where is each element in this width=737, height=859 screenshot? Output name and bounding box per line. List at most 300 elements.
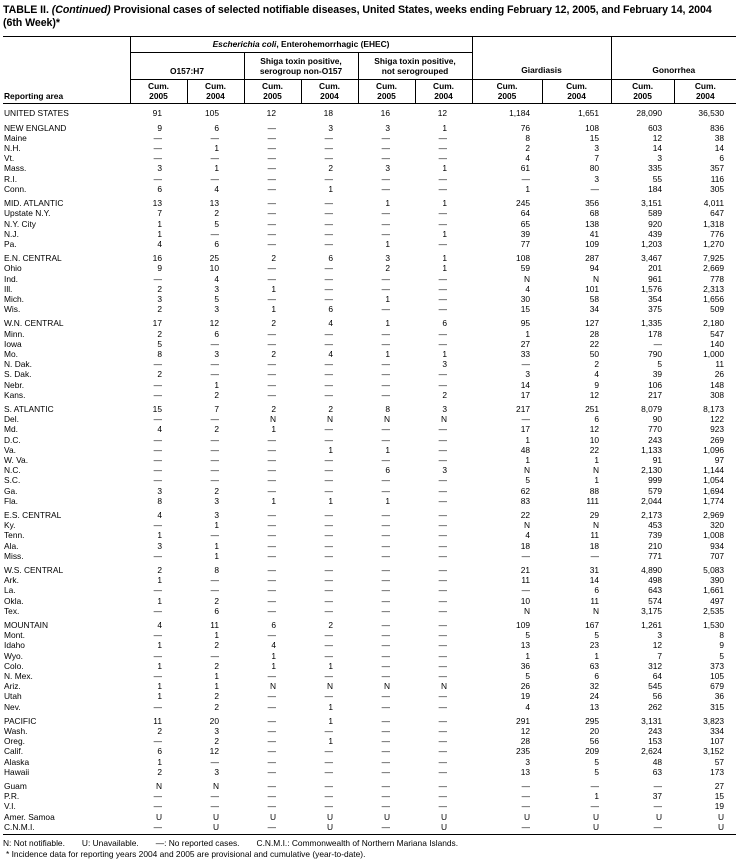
value-cell: 1 [214, 520, 219, 531]
value-cell: 6 [157, 183, 162, 194]
value-cell: 5 [214, 293, 219, 304]
value-cell: 4 [271, 640, 276, 651]
value-cell: — [153, 132, 162, 143]
value-cell: 8 [719, 630, 725, 641]
reporting-area-cell: P.R. [4, 791, 20, 802]
value-cell: 2 [271, 318, 276, 329]
value-cell: 97 [714, 454, 725, 465]
value-cell: — [381, 791, 390, 802]
value-cell: 184 [648, 183, 663, 194]
value-cell: — [153, 801, 162, 812]
value-cell: 4 [214, 183, 219, 194]
value-cell: — [267, 756, 276, 767]
value-cell: U [301, 822, 358, 835]
value-cell: — [210, 338, 219, 349]
value-cell: — [381, 434, 390, 445]
value-cell: — [153, 671, 162, 682]
value-cell: 7 [214, 403, 219, 414]
value-cell: 1 [271, 424, 276, 435]
value-cell: 90 [652, 414, 663, 425]
value-cell: 6 [328, 304, 333, 315]
value-cell: — [324, 691, 333, 702]
value-cell: 3 [214, 495, 219, 506]
value-cell: 1,661 [703, 585, 725, 596]
value-cell: 95 [520, 318, 531, 329]
table-row [3, 702, 736, 712]
value-cell: — [324, 595, 333, 606]
value-cell: 12 [652, 640, 663, 651]
value-cell: 2,624 [641, 746, 663, 757]
value-cell: — [438, 550, 448, 561]
value-cell: — [438, 369, 448, 380]
value-cell: 3 [442, 359, 448, 370]
value-cell: 3,467 [641, 253, 663, 264]
value-cell: — [267, 791, 276, 802]
value-cell: — [438, 595, 448, 606]
value-cell: 9 [719, 640, 725, 651]
value-cell: 6 [594, 585, 600, 596]
value-cell: 4 [157, 509, 162, 520]
value-cell: — [210, 801, 219, 812]
value-cell: — [438, 434, 448, 445]
value-cell: 4 [157, 620, 162, 631]
cum-2005-header: Cum. 2005 [130, 80, 187, 104]
value-cell: — [153, 520, 162, 531]
value-cell: 209 [585, 746, 600, 757]
value-cell: 1 [385, 495, 390, 506]
value-cell: U [674, 822, 736, 835]
value-cell: 243 [648, 726, 663, 737]
value-cell: — [438, 691, 448, 702]
value-cell: — [381, 575, 390, 586]
value-cell: 27 [714, 781, 725, 792]
value-cell: — [324, 565, 333, 575]
value-cell: — [590, 550, 600, 561]
value-cell: — [438, 509, 448, 520]
value-cell: — [210, 475, 219, 486]
value-cell: 33 [520, 348, 531, 359]
reporting-area-cell: Alaska [4, 756, 30, 767]
value-cell: — [267, 671, 276, 682]
value-cell: 20 [589, 726, 600, 737]
value-cell: — [438, 715, 448, 726]
value-cell: 50 [589, 348, 600, 359]
reporting-area-cell: MOUNTAIN [4, 620, 49, 631]
value-cell: 739 [648, 530, 663, 541]
table-row [3, 736, 736, 746]
value-cell: 1,133 [641, 444, 663, 455]
reporting-area-cell: La. [4, 585, 16, 596]
value-cell: 2 [214, 389, 219, 400]
value-cell: 107 [710, 736, 725, 747]
reporting-area-cell: Tex. [4, 605, 20, 616]
value-cell: — [438, 781, 448, 792]
cum-2004-header: Cum. 2004 [187, 80, 244, 104]
value-cell: — [438, 208, 448, 219]
value-cell: 6 [594, 671, 600, 682]
gonorrhea-header: Gonorrhea [611, 37, 736, 80]
value-cell: 1 [525, 183, 531, 194]
cum-2005-header: Cum. 2005 [244, 80, 301, 104]
value-cell: — [324, 434, 333, 445]
reporting-area-cell: W.S. CENTRAL [4, 565, 64, 575]
value-cell: — [381, 509, 390, 520]
value-cell: — [438, 379, 448, 390]
table-row [3, 208, 736, 218]
value-cell: — [324, 746, 333, 757]
value-cell: 1 [214, 681, 219, 692]
value-cell: — [438, 454, 448, 465]
value-cell: — [324, 153, 333, 164]
value-cell: — [381, 454, 390, 465]
cum-2005-header: Cum. 2005 [472, 80, 542, 104]
table-row [3, 445, 736, 455]
value-cell: — [324, 640, 333, 651]
value-cell: 62 [520, 485, 531, 496]
reporting-area-cell: Oreg. [4, 736, 25, 747]
reporting-area-cell: Vt. [4, 153, 15, 164]
reporting-area-cell: Minn. [4, 328, 25, 339]
value-cell: 63 [589, 660, 600, 671]
ehec-italic-label: Escherichia coli [212, 39, 277, 50]
value-cell: 55 [652, 173, 663, 184]
value-cell: 3 [214, 766, 219, 777]
reporting-area-cell: Mont. [4, 630, 25, 641]
value-cell: — [324, 143, 333, 154]
reporting-area-cell: N.J. [4, 228, 19, 239]
reporting-area-cell: N. Mex. [4, 671, 33, 682]
value-cell: — [324, 454, 333, 465]
value-cell: 3,823 [703, 715, 725, 726]
value-cell: — [267, 701, 276, 712]
value-cell: 7 [594, 153, 600, 164]
value-cell: 2 [271, 348, 276, 359]
table-row [3, 486, 736, 496]
table-row [3, 163, 736, 173]
value-cell: 1 [157, 640, 162, 651]
ehec-rest-label: , Enterohemorrhagic (EHEC) [276, 39, 390, 50]
value-cell: — [324, 198, 333, 209]
value-cell: 41 [589, 228, 600, 239]
value-cell: — [438, 143, 448, 154]
value-cell: 497 [710, 595, 725, 606]
table-row [3, 506, 736, 520]
value-cell: — [267, 485, 276, 496]
value-cell: — [324, 801, 333, 812]
value-cell: 3 [385, 122, 390, 133]
reporting-area-cell: N.H. [4, 143, 21, 154]
value-cell: 1 [157, 691, 162, 702]
value-cell: 5 [525, 475, 531, 486]
value-cell: — [324, 328, 333, 339]
table-title [3, 4, 735, 30]
value-cell: 2 [214, 701, 219, 712]
value-cell: 4 [157, 238, 162, 249]
value-cell: 65 [520, 218, 531, 229]
value-cell: 2 [328, 620, 333, 631]
value-cell: — [267, 389, 276, 400]
value-cell: 308 [710, 389, 725, 400]
value-cell: 6 [157, 746, 162, 757]
value-cell: 217 [516, 403, 531, 414]
value-cell: 1 [271, 650, 276, 661]
value-cell: — [653, 338, 663, 349]
value-cell: 262 [648, 701, 663, 712]
value-cell: — [267, 163, 276, 174]
value-cell: 8 [157, 348, 162, 359]
value-cell: 10 [589, 434, 600, 445]
table-row [3, 681, 736, 691]
value-cell: — [210, 465, 219, 476]
value-cell: 8,173 [703, 403, 725, 414]
table-row [3, 575, 736, 585]
value-cell: 3 [214, 283, 219, 294]
table-row [3, 229, 736, 239]
footnote-dash: —: No reported cases. [155, 838, 240, 849]
value-cell: 2 [525, 143, 531, 154]
reporting-area-cell: S. Dak. [4, 369, 32, 380]
table-row [3, 671, 736, 681]
value-cell: — [381, 585, 390, 596]
value-cell: 22 [589, 444, 600, 455]
header-group-row [3, 37, 736, 53]
value-cell: 1 [385, 444, 390, 455]
value-cell: 2,669 [703, 263, 725, 274]
value-cell: 3,152 [703, 746, 725, 757]
value-cell: — [438, 756, 448, 767]
value-cell: 26 [520, 681, 531, 692]
table-row [3, 791, 736, 801]
reporting-area-cell: Mich. [4, 293, 25, 304]
value-cell: 1,270 [703, 238, 725, 249]
value-cell: 291 [516, 715, 531, 726]
value-cell: U [717, 811, 725, 822]
reporting-area-cell: Idaho [4, 640, 25, 651]
value-cell: 373 [710, 660, 725, 671]
value-cell: — [210, 444, 219, 455]
value-cell: 498 [648, 575, 663, 586]
reporting-area-cell: Ala. [4, 540, 19, 551]
value-cell: — [381, 475, 390, 486]
giardiasis-header: Giardiasis [472, 37, 611, 80]
value-cell: — [381, 540, 390, 551]
value-cell: — [153, 550, 162, 561]
value-cell: — [267, 454, 276, 465]
table-row [3, 390, 736, 400]
value-cell: — [153, 585, 162, 596]
value-cell: N [440, 681, 448, 692]
value-cell: 2 [157, 328, 162, 339]
value-cell: — [438, 540, 448, 551]
value-cell: 2,044 [641, 495, 663, 506]
value-cell: 2 [157, 766, 162, 777]
value-cell: — [324, 530, 333, 541]
table-row [3, 400, 736, 414]
value-cell: — [153, 359, 162, 370]
value-cell: 31 [589, 565, 600, 575]
value-cell: 2 [442, 389, 448, 400]
value-cell: 68 [589, 208, 600, 219]
value-cell: N [326, 681, 333, 692]
reporting-area-cell: Kans. [4, 389, 26, 400]
value-cell: — [438, 746, 448, 757]
value-cell: 3 [157, 485, 162, 496]
value-cell: 4 [594, 369, 600, 380]
value-cell: — [381, 338, 390, 349]
value-cell: — [324, 520, 333, 531]
value-cell: — [267, 565, 276, 575]
value-cell: 2 [157, 726, 162, 737]
value-cell: 920 [648, 218, 663, 229]
value-cell: 138 [585, 218, 600, 229]
value-cell: 36 [520, 660, 531, 671]
value-cell: 4 [157, 424, 162, 435]
value-cell: 3,175 [641, 605, 663, 616]
value-cell: — [210, 791, 219, 802]
value-cell: — [324, 283, 333, 294]
value-cell: 603 [648, 122, 663, 133]
value-cell: — [381, 173, 390, 184]
table-row [3, 455, 736, 465]
table-row [3, 541, 736, 551]
value-cell: — [267, 444, 276, 455]
value-cell: 5 [594, 756, 600, 767]
value-cell: 3 [214, 726, 219, 737]
value-cell: 2 [214, 736, 219, 747]
value-cell: 15 [714, 791, 725, 802]
value-cell: 6 [594, 414, 600, 425]
value-cell: 36,530 [698, 108, 725, 119]
value-cell: 148 [710, 379, 725, 390]
table-row [3, 263, 736, 273]
value-cell: 1,335 [641, 318, 663, 329]
value-cell: — [153, 605, 162, 616]
table-row [3, 465, 736, 475]
value-cell: 1 [157, 595, 162, 606]
reporting-area-cell: Wyo. [4, 650, 24, 661]
value-cell: 116 [710, 173, 725, 184]
value-cell: 109 [585, 238, 600, 249]
value-cell: 6 [214, 328, 219, 339]
reporting-area-label: Reporting area [4, 90, 64, 101]
value-cell: 509 [710, 304, 725, 315]
value-cell: — [438, 173, 448, 184]
value-cell: U [155, 811, 162, 822]
value-cell: 1 [214, 630, 219, 641]
value-cell: — [438, 575, 448, 586]
value-cell: — [381, 530, 390, 541]
value-cell: 5 [657, 359, 663, 370]
table-row [3, 496, 736, 506]
value-cell: — [210, 228, 219, 239]
value-cell: — [653, 801, 663, 812]
table-row [3, 812, 736, 822]
value-cell: 2 [214, 660, 219, 671]
value-cell: 6 [328, 253, 333, 264]
value-cell: 56 [652, 691, 663, 702]
value-cell: — [153, 736, 162, 747]
value-cell: 30 [520, 293, 531, 304]
value-cell: 18 [520, 540, 531, 551]
value-cell: — [590, 183, 600, 194]
footnote-legend [3, 838, 735, 849]
value-cell: — [381, 369, 390, 380]
value-cell: — [267, 263, 276, 274]
value-cell: — [267, 715, 276, 726]
value-cell: — [324, 509, 333, 520]
value-cell: 127 [585, 318, 600, 329]
reporting-area-cell: Ohio [4, 263, 22, 274]
table-row [3, 746, 736, 756]
table-row [3, 691, 736, 701]
value-cell: 357 [710, 163, 725, 174]
value-cell: — [381, 660, 390, 671]
value-cell: U [383, 811, 390, 822]
value-cell: 1 [442, 263, 448, 274]
value-cell: U [269, 811, 276, 822]
value-cell: 11 [153, 715, 162, 726]
value-cell: — [267, 208, 276, 219]
value-cell: — [324, 781, 333, 792]
value-cell: — [267, 173, 276, 184]
value-cell: 3 [594, 143, 600, 154]
reporting-area-cell: Maine [4, 132, 27, 143]
value-cell: — [324, 475, 333, 486]
value-cell: 173 [710, 766, 725, 777]
value-cell: 2 [214, 595, 219, 606]
value-cell: — [153, 153, 162, 164]
reporting-area-cell: MID. ATLANTIC [4, 198, 64, 209]
value-cell: 643 [648, 585, 663, 596]
table-row [3, 359, 736, 369]
value-cell: — [521, 173, 531, 184]
reporting-area-cell: Mo. [4, 348, 18, 359]
value-cell: 16 [152, 253, 162, 264]
table-row [3, 822, 736, 835]
value-cell: — [267, 293, 276, 304]
value-cell: 1,054 [703, 475, 725, 486]
value-cell: 7,925 [703, 253, 725, 264]
value-cell: 1 [328, 444, 333, 455]
value-cell: — [130, 822, 187, 835]
value-cell: — [438, 605, 448, 616]
value-cell: — [153, 143, 162, 154]
table-row [3, 414, 736, 424]
table-row [3, 153, 736, 163]
value-cell: — [438, 801, 448, 812]
reporting-area-cell: PACIFIC [4, 715, 37, 726]
reporting-area-cell: Wis. [4, 304, 21, 315]
value-cell: 14 [714, 143, 725, 154]
value-cell: 6 [214, 238, 219, 249]
table-row [3, 777, 736, 791]
reporting-area-cell: Amer. Samoa [4, 811, 55, 822]
value-cell: — [153, 273, 162, 284]
value-cell: 1 [157, 218, 162, 229]
cum-2004-header: Cum. 2004 [542, 80, 611, 104]
value-cell: 4 [214, 273, 219, 284]
value-cell: — [381, 630, 390, 641]
value-cell: 934 [710, 540, 725, 551]
value-cell: 2 [214, 485, 219, 496]
value-cell: 579 [648, 485, 663, 496]
value-cell: — [438, 338, 448, 349]
reporting-area-cell: Del. [4, 414, 19, 425]
value-cell: — [381, 605, 390, 616]
value-cell: — [267, 122, 276, 133]
value-cell: — [381, 273, 390, 284]
value-cell: 589 [648, 208, 663, 219]
